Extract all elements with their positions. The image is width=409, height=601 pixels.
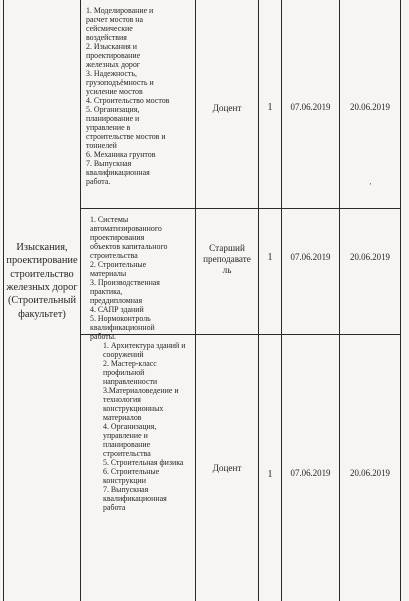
row-3-end-date: 20.06.2019 [350, 468, 390, 478]
row-1-start-date: 07.06.2019 [290, 102, 331, 112]
table-border-col3 [258, 0, 259, 601]
row-3-start-date: 07.06.2019 [290, 468, 331, 478]
row-3-position: Доцент [212, 463, 242, 473]
table-border-col5 [339, 0, 340, 601]
row-2-start-date: 07.06.2019 [290, 252, 331, 262]
department-name: Изыскания, проектирование строительство железных дорог (Строительный факультет) [6, 242, 78, 320]
row-1-subjects: 1. Моделирование и расчет мостов на сейсмические воздействия 2. Изыскания и проектирование железных дорог 3. Надежность, грузоподъёмность и усиление мостов 4. Строительство мостов 5. Организация, планирование и управление в строительстве мостов и тоннелей 6. Механика грунтов 7. Выпускная квалификационная работа. [86, 6, 170, 186]
row-2-count: 1 [267, 252, 273, 263]
row-2-end-date: 20.06.2019 [350, 252, 390, 262]
row-1-position: Доцент [212, 103, 242, 113]
row-2-subjects: 1. Системы автоматизированного проектирования объектов капитального строительства 2. Строительные материалы 3. Производственная практика, преддипломная 4. САПР зданий 5. Нормоконтроль квалификационной работы. [90, 215, 168, 341]
row-separator-1 [80, 208, 401, 209]
row-3-count: 1 [267, 469, 273, 480]
table-border-right [400, 0, 401, 601]
row-2-position: Старший преподавате ль [203, 243, 251, 275]
row-1-end-date: 20.06.2019 [350, 102, 390, 112]
table-border-left [3, 0, 4, 601]
table-border-col1 [80, 0, 81, 601]
row-3-subjects: 1. Архитектура зданий и сооружений 2. Мастер-класс профильной направленности 3.Материаловедение и технология конструкционных материалов 4. Организация, управление и планирование строительства 5. Строительная физика 6. Строительные конструкции 7. Выпускная квалификационная работа [103, 341, 186, 512]
scan-mark: ‚ [369, 177, 372, 186]
row-1-count: 1 [267, 102, 273, 113]
table-border-col4 [281, 0, 282, 601]
